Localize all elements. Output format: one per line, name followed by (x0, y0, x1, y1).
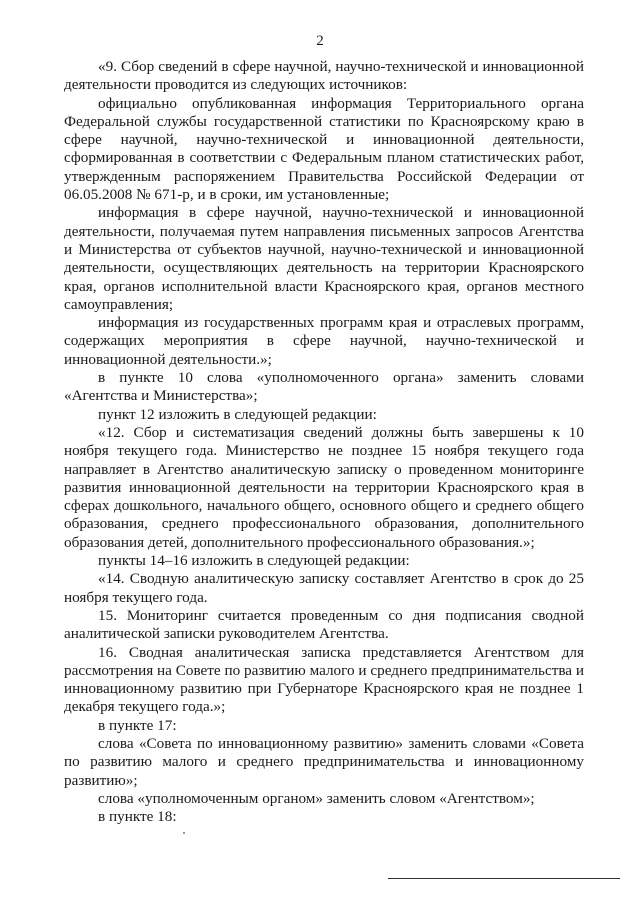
paragraph-source-programs: информация из государственных программ края и отраслевых программ, содержащих мероприятия в сфере научной, научно-технической и инновационной деятельности.»; (64, 314, 584, 368)
document-body (64, 58, 584, 826)
paragraph-item-9-intro: «9. Сбор сведений в сфере научной, научно-технической и инновационной деятельности проводится из следующих источников: (64, 58, 584, 94)
paragraph-source-statistics: официально опубликованная информация Территориального органа Федеральной службы государственной статистики по Красноярскому краю в сфере научной, научно-технической и инновационной деятельности, сформированная в соответствии с Федеральным планом статистических работ, утвержденным распоряжением Правительства Российской Федерации от 06.05.2008 № 671-р, и в сроки, им установленные; (64, 94, 584, 204)
paragraph-items-14-16-heading: пункты 14–16 изложить в следующей редакции: (98, 552, 410, 570)
paragraph-item-15-text: 15. Мониторинг считается проведенным со дня подписания сводной аналитической записки руководителем Агентства. (64, 606, 584, 643)
paragraph-item-17-replacement-2: слова «уполномоченным органом» заменить словом «Агентством»; (98, 789, 535, 807)
paragraph-item-16-text: 16. Сводная аналитическая записка представляется Агентством для рассмотрения на Совете по развитию малого и среднего предпринимательства и инновационному развитию при Губернаторе Красноярского края не позднее 1 декабря текущего года.»; (64, 643, 584, 716)
paragraph-item-12-text: «12. Сбор и систематизация сведений должны быть завершены к 10 ноября текущего года. Министерство не позднее 15 ноября текущего года направляет в Агентство аналитическую записку о проведенном мониторинге развития инновационной деятельности на территории Красноярского края в сферах дошкольного, начального общего, основного общего и среднего общего образования, среднего профессионального образования, дополнительного образования детей, дополнительного профессионального образования.»; (64, 423, 584, 551)
paragraph-item-17-heading: в пункте 17: (98, 716, 177, 734)
footer-rule (388, 878, 620, 879)
paragraph-item-10-amendment: в пункте 10 слова «уполномоченного органа» заменить словами «Агентства и Министерства»; (64, 369, 584, 405)
paragraph-item-18-heading: в пункте 18: (98, 808, 177, 826)
paragraph-item-12-heading: пункт 12 изложить в следующей редакции: (98, 405, 377, 423)
paragraph-item-14-text: «14. Сводную аналитическую записку составляет Агентство в срок до 25 ноября текущего года. (64, 570, 584, 606)
page-number: 2 (316, 33, 324, 49)
paragraph-item-17-replacement-1: слова «Совета по инновационному развитию» заменить словами «Совета по развитию малого и среднего предпринимательства и инновационному развитию»; (64, 734, 584, 789)
paragraph-source-requests: информация в сфере научной, научно-технической и инновационной деятельности, получаемая путем направления письменных запросов Агентства и Министерства от субъектов научной, научно-технической и инновационной деятельности, осуществляющих деятельность на территории Красноярского края, органов исполнительной власти Красноярского края, органов местного самоуправления; (64, 204, 584, 313)
scan-artifact-dot (183, 832, 185, 834)
